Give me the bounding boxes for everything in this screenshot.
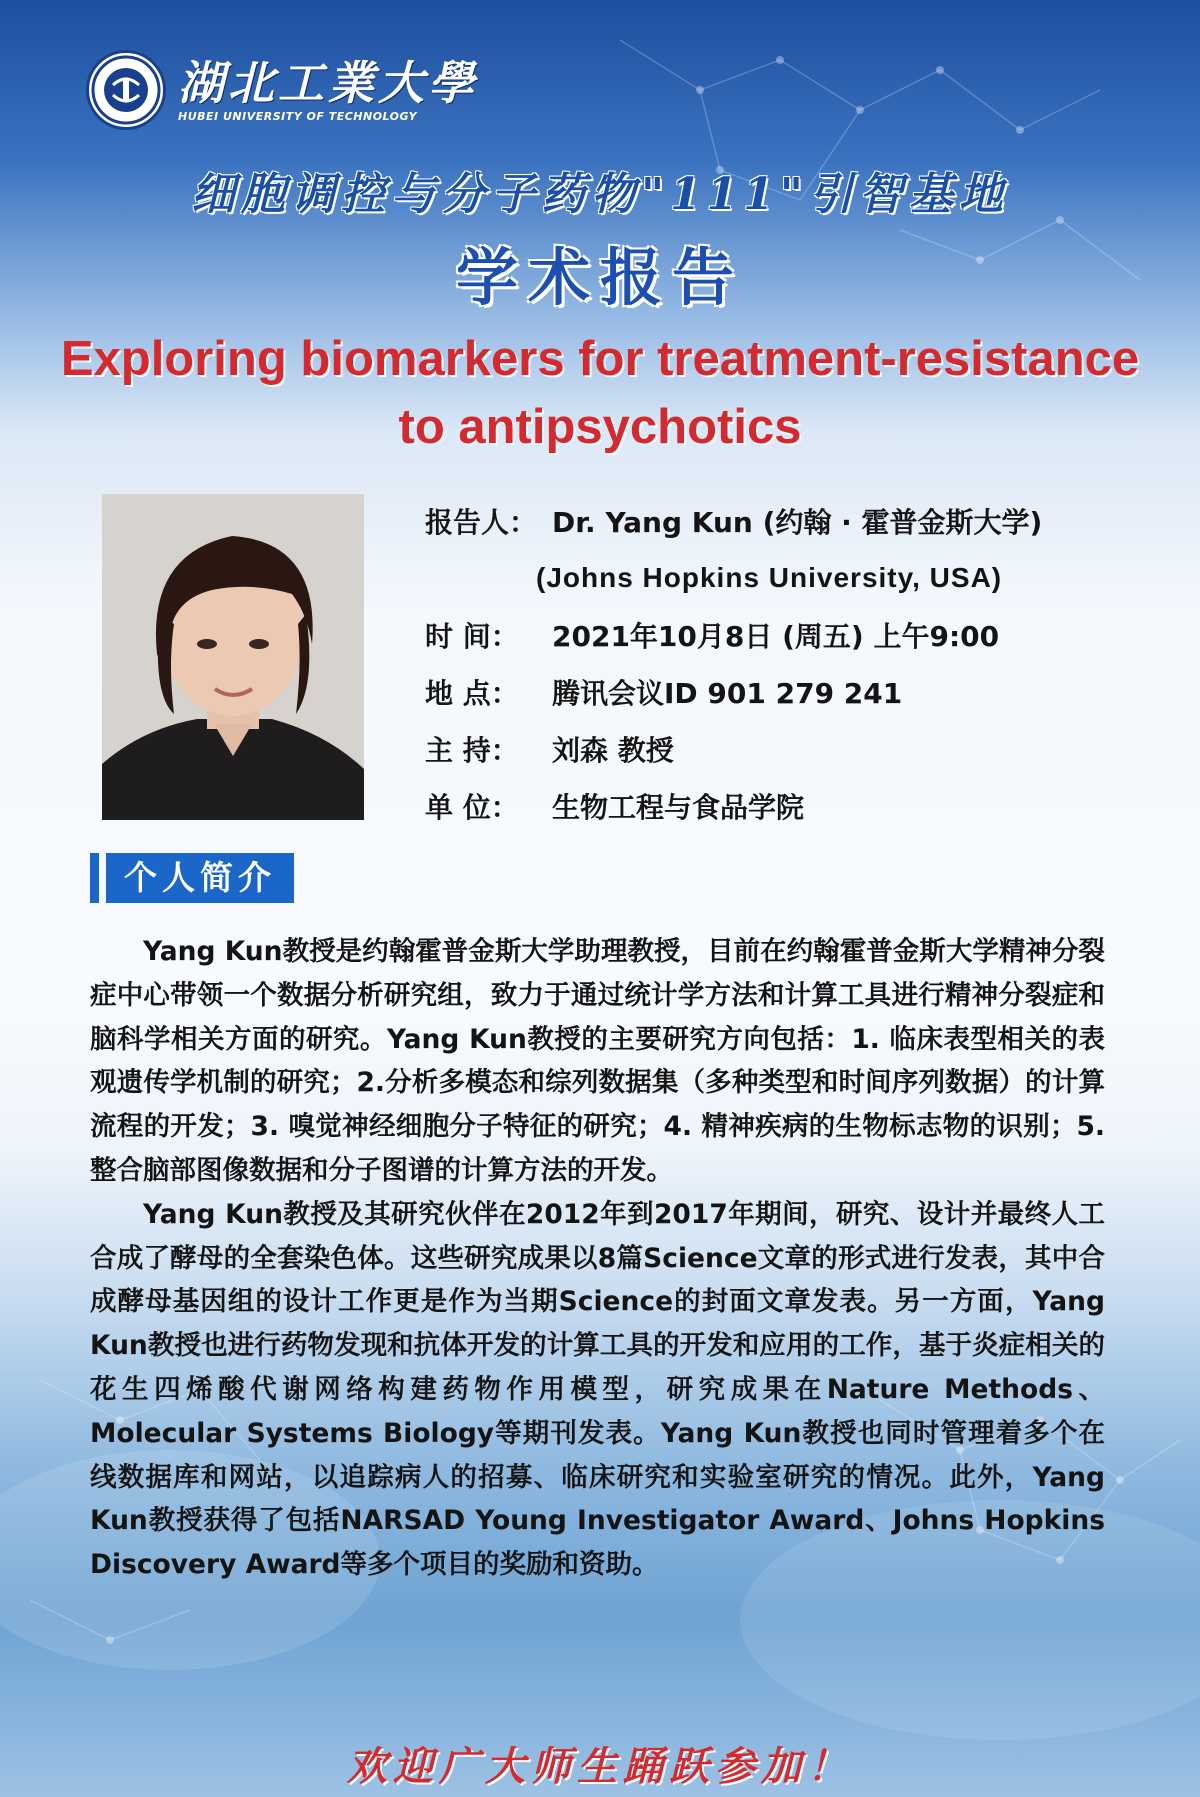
host-value: 刘森 教授 (552, 733, 674, 767)
bio-paragraph-1: Yang Kun教授是约翰霍普金斯大学助理教授，目前在约翰霍普金斯大学精神分裂症中心带领一个数据分析研究组，致力于通过统计学方法和计算工具进行精神分裂症和脑科学相关方面的研究。Yang Kun教授的主要研究方向包括：1. 临床表型相关的表观遗传学机制的研究；2.分析多模态和综列数据集（多种类型和时间序列数据）的计算流程的开发；3. 嗅觉神经细胞分子特征的研究；4. 精神疾病的生物标志物的识别；5. 整合脑部图像数据和分子图谱的计算方法的开发。 (90, 936, 1105, 1186)
place-value: 腾讯会议ID 901 279 241 (552, 676, 903, 710)
speaker-value: Dr. Yang Kun (约翰 · 霍普金斯大学) (552, 505, 1043, 539)
university-emblem-icon (86, 50, 166, 130)
unit-row (425, 777, 1042, 834)
talk-info (425, 492, 1042, 834)
talk-title-line1: Exploring biomarkers for treatment-resistance (60, 332, 1140, 386)
university-name-cn: 湖北工業大學 (178, 55, 478, 110)
talk-title (20, 325, 1180, 461)
time-value: 2021年10月8日 (周五) 上午9:00 (552, 619, 1000, 653)
university-name-en: HUBEI UNIVERSITY OF TECHNOLOGY (178, 109, 418, 123)
report-title: 学术报告 (455, 241, 744, 314)
place-row (425, 663, 1042, 720)
place-label: 地 点： (425, 676, 519, 710)
host-label: 主 持： (425, 733, 519, 767)
time-label: 时 间： (425, 619, 519, 653)
talk-title-line2: to antipsychotics (398, 400, 802, 454)
bio-text (90, 930, 1105, 1587)
speaker-row (425, 492, 1042, 549)
speaker-affiliation: (Johns Hopkins University, USA) (536, 561, 1003, 593)
base-title: 细胞调控与分子药物"111"引智基地 (191, 169, 1009, 220)
bio-section-header (90, 853, 294, 903)
time-row (425, 606, 1042, 663)
bio-section-title: 个人简介 (106, 853, 294, 903)
affiliation-row (425, 549, 1042, 606)
university-logo (86, 50, 478, 130)
unit-label: 单 位： (425, 790, 519, 824)
bio-paragraph-2: Yang Kun教授及其研究伙伴在2012年到2017年期间，研究、设计并最终人工合成了酵母的全套染色体。这些研究成果以8篇Science文章的形式进行发表，其中合成酵母基因组的设计工作更是作为当期Science的封面文章发表。另一方面，Yang Kun教授也进行药物发现和抗体开发的计算工具的开发和应用的工作，基于炎症相关的花生四烯酸代谢网络构建药物作用模型，研究成果在Nature Methods、Molecular Systems Biology等期刊发表。Yang Kun教授也同时管理着多个在线数据库和网站，以追踪病人的招募、临床研究和实验室研究的情况。此外，Yang Kun教授获得了包括NARSAD Young Investigator Award、Johns Hopkins Discovery Award等多个项目的奖励和资助。 (90, 1198, 1105, 1581)
section-accent-bar (90, 853, 99, 903)
host-row (425, 720, 1042, 777)
speaker-portrait (102, 494, 364, 820)
welcome-message: 欢迎广大师生踊跃参加！ (347, 1743, 853, 1790)
speaker-label: 报告人： (425, 505, 538, 539)
unit-value: 生物工程与食品学院 (552, 790, 805, 824)
